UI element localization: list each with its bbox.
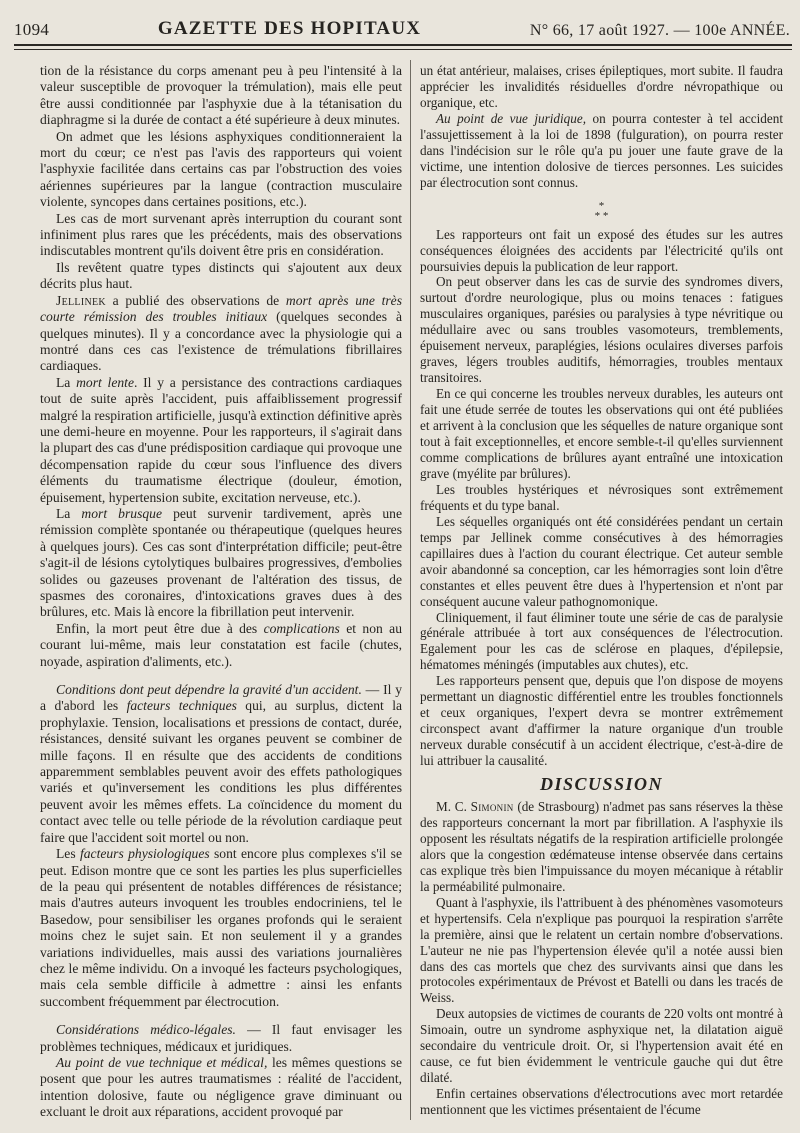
paragraph: Les cas de mort survenant après interruption du courant sont infiniment plus rares que les précédents, mais des observations indiscutables montrent qu'ils doivent être pris en considération. (40, 210, 402, 259)
text-run: a publié des observations de (105, 292, 286, 308)
paragraph: Les rapporteurs ont fait un exposé des études sur les autres conséquences éloignées des accidents par l'électricité qu'ils ont poursuivies depuis la publication de leur rapport. (420, 226, 783, 274)
text-run: — Il faut envisager les problèmes techniques, médicaux et juridiques. (40, 1022, 402, 1054)
text-run: (quelques secondes à quelques minutes). Il y a concordance avec la physiologie qui a montré dans ces cas l'existence de trémulations fibrillaires cardiaques. (40, 309, 402, 374)
emphasis: complications (263, 620, 340, 636)
paragraph: un état antérieur, malaises, crises épileptiques, mort subite. Il faudra apprécier les invalidités résiduelles d'ordre névropathique ou organique, etc. (420, 63, 783, 110)
emphasis: Au point de vue technique et médical, (56, 1054, 268, 1070)
header-rule-thick (14, 44, 792, 46)
text-run: . Il y a persistance des contractions cardiaques tout de suite après l'accident, puis affaiblissement progressif malgré la respiration artificielle, jusqu'à extinction définitive après une demi-heure en moyenne. Pour les rapporteurs, il s'agirait dans la plupart des cas d'une prédisposition cardiaque qui provoque une décompensation rapide du cœur sous l'influence des divers éléments du traumatisme électrique (douleur, émotion, épuisement, hypertension subite, excitation nerveuse, etc.). (40, 374, 402, 505)
text-run: M. C. (436, 798, 471, 814)
paragraph: Les rapporteurs pensent que, depuis que l'on dispose de moyens permettant un diagnostic différentiel entre les troubles fonctionnels et ceux organiques, l'expert devra se montrer extrêmement circonspect avant d'affirmer la nature organique d'un trouble nerveux durable consécutif à un accident électrique, c'est-à-dire de lui attribuer la causalité. (420, 673, 783, 769)
paragraph (40, 621, 402, 670)
spacer (40, 1010, 402, 1022)
section-break-asterism (420, 201, 783, 221)
paragraph: Les troubles hystériques et névrosiques sont extrêmement fréquents et du type banal. (420, 481, 783, 513)
page-header (14, 12, 790, 40)
subheading: Conditions dont peut dépendre la gravité d'un accident. (56, 682, 362, 698)
emphasis: mort lente (76, 374, 134, 390)
text-run: Les (56, 846, 80, 862)
column-divider (410, 60, 411, 1120)
text-run: qui, au surplus, dictent la prophylaxie. Tension, localisations et pressions de contact, durée, résistances, densité suivant les organes peuvent se combiner de mille façons. Il en résulte que des accidents de conditions apparemment semblables peuvent avoir des effets pathologiques variés et qu'inversement les conditions les plus différentes peuvent avoir les mêmes effets. La coïncidence du moment du contact avec telle ou telle période de la révolution cardiaque peut faire que l'accident soit mortel ou non. (40, 698, 403, 845)
paragraph (40, 293, 402, 375)
paragraph: Cliniquement, il faut éliminer toute une série de cas de paralysie générale attribuée à tort aux conséquences de l'électrocution. Egalement pour les cas de sclérose en plaques, d'épilepsie, hématomes méningés (imputables aux chutes), etc. (420, 609, 783, 673)
asterism-top: * (598, 199, 605, 212)
text-run: (de Strasbourg) n'admet pas sans réserves la thèse des rapporteurs concernant la mort par fibrillation. A l'asphyxie ils opposent les résultats négatifs de la respiration artificielle prolongée alors que la congestion œdémateuse intense observée dans certains cas explique très bien l'impuissance du moyen mécanique à rétablir la perméabilité pulmonaire. (420, 798, 783, 894)
emphasis: mort après une très courte rémission des troubles initiaux (40, 292, 402, 325)
issue-info: N° 66, 17 août 1927. — 100e ANNÉE. (529, 22, 790, 39)
emphasis: facteurs physiologiques (79, 846, 210, 862)
section-title-discussion: DISCUSSION (539, 774, 664, 795)
spacer (40, 670, 402, 682)
paragraph: Les séquelles organiqués ont été considérées pendant un certain temps par Jellinek comme consécutives à des hémorragies capillaires dues à l'action du courant électrique. Cet auteur semble avoir abandonné sa conception, car les hémorragies sont loin d'être constantes et elles peuvent être dues à l'hypertension et n'ont par conséquent aucune valeur pathognomonique. (420, 513, 783, 609)
emphasis: facteurs techniques (126, 698, 237, 714)
text-run: et non au courant lui-même, mais leur constatation est facile (chutes, noyade, aspiration d'aliments, etc.). (40, 620, 402, 669)
asterism-bottom: * * (594, 209, 609, 222)
paragraph (420, 799, 783, 895)
paragraph: On admet que les lésions asphyxiques conditionneraient la mort du cœur; ce n'est pas l'avis des rapporteurs qui voient l'asphyxie facilitée dans certains cas par l'obstruction des voies aériennes supérieures par la langue (contraction musculaire violente, syncopes dans certaines positions, etc.). (40, 128, 402, 210)
paragraph (40, 506, 402, 621)
right-column (420, 63, 783, 1118)
paragraph: Enfin certaines observations d'électrocutions avec mort retardée mentionnent que les victimes présentaient de l'écume (420, 1086, 783, 1118)
paragraph: Quant à l'asphyxie, ils l'attribuent à des phénomènes vasomoteurs et hypertensifs. Cela n'explique pas pourquoi la respiration s'arrête la première, ainsi que le relatent un certain nombre d'observations. L'auteur ne nie pas l'hypertension élevée qu'il a notée aussi bien dans des cas mortels que chez des survivants ainsi que dans les protocoles expérimentaux de Prévost et Batelli ou dans les tracés de Weiss. (420, 894, 783, 1006)
text-run: on pourra contester à tel accident l'assujettissement à la loi de 1898 (fulguration), on pourra rester dans l'indécision sur le rôle qu'a pu jouer une faute grave de la victime, une intention dolosive de tierces personnes. Les suicides par électrocution sont connus. (420, 110, 784, 190)
text-run: Enfin, la mort peut être due à des (56, 620, 264, 636)
paragraph: Ils revêtent quatre types distincts qui s'ajoutent aux deux décrits plus haut. (40, 259, 402, 292)
paragraph (40, 1022, 402, 1055)
paragraph (40, 1055, 402, 1121)
page-number: 1094 (14, 20, 50, 39)
left-column (40, 63, 402, 1121)
paragraph: Deux autopsies de victimes de courants de 220 volts ont montré à Simoain, outre un syndrome asphyxique net, la dilatation aiguë secondaire du ventricule droit. Or, si l'hypertension avait été en cause, ce fut bien évidemment le ventricule gauche qui dut être dilaté. (420, 1006, 783, 1086)
author-name: Jellinek (56, 292, 106, 308)
text-run: sont encore plus complexes s'il se peut. Edison montre que ce sont les parties les plus superficielles de la peau qui présentent de notables différences de résistance; mais d'autres auteurs invoquent les troubles endocriniens, tel le Basedow, pour sensibiliser les organes profonds qui le seraient moins chez le sujet sain. Et non seulement il y a grandes variations individuelles, mais aussi des variations journalières chez le même individu. On a invoqué les facteurs psychologiques, mais cela semble difficile à admettre : ainsi les enfants succombent fréquemment par électrocution. (40, 846, 403, 1009)
emphasis: mort brusque (81, 505, 162, 521)
paragraph: On peut observer dans les cas de survie des syndromes divers, surtout d'ordre neurologique, plus ou moins tenaces : fatigues musculaires organiques, parésies ou paralysies à type névritique ou médullaire avec ou sans troubles vasomoteurs, tremblements, épuisement nerveux, paraplégies, lésions oculaires diverses parfois graves, légers troubles auditifs, hémorragies, troubles mentaux transitoires. (420, 274, 783, 386)
paragraph: En ce qui concerne les troubles nerveux durables, les auteurs ont fait une étude serrée de toutes les observations qui ont été publiées et arrivent à la conclusion que les séquelles de nature organique sont tout à fait exceptionnelles, et encore semble-t-il qu'elles surviennent comme complications de brûlures ayant entraîné une intoxication grave (myélite par brûlures). (420, 386, 783, 481)
paragraph (40, 375, 402, 506)
emphasis: Au point de vue juridique, (436, 110, 587, 126)
text-run: — Il y a d'abord les (40, 682, 403, 714)
subheading: Considérations médico-légales. (56, 1022, 236, 1038)
text-run: La (56, 505, 82, 521)
text-run: les mêmes questions se posent que pour les autres traumatismes : réalité de l'accident, intention dolosive, faute ou négligence grave diminuant ou excluant le droit aux réparations, accident provoqué par (40, 1054, 402, 1120)
text-run: peut survenir tardivement, après une rémission complète spontanée ou thérapeutique (quelques heures à quelques jours). Ces cas sont d'interprétation difficile; peut-être s'agit-il de lésions cytolytiques bulbaires progressives, d'embolies solides ou gazeuses provenant de l'altération des tissus, de spasmes des coronaires, d'intoxications graves dues à des brûlures, etc. Mais là encore la fibrillation peut intervenir. (40, 505, 402, 620)
text-run: La (56, 374, 77, 390)
author-name: Simonin (470, 798, 514, 814)
publication-title: GAZETTE DES HOPITAUX (157, 18, 422, 39)
paragraph (40, 846, 402, 1010)
paragraph: tion de la résistance du corps amenant peu à peu l'intensité à la valeur susceptible de provoquer la trémulation), mais elle peut être aussi conditionnée par l'asphyxie due à la tétanisation du diaphragme si la durée de contact a été supérieure à deux minutes. (40, 63, 402, 128)
header-rule-thin (14, 49, 792, 50)
paragraph (420, 111, 783, 191)
paragraph (40, 682, 402, 846)
